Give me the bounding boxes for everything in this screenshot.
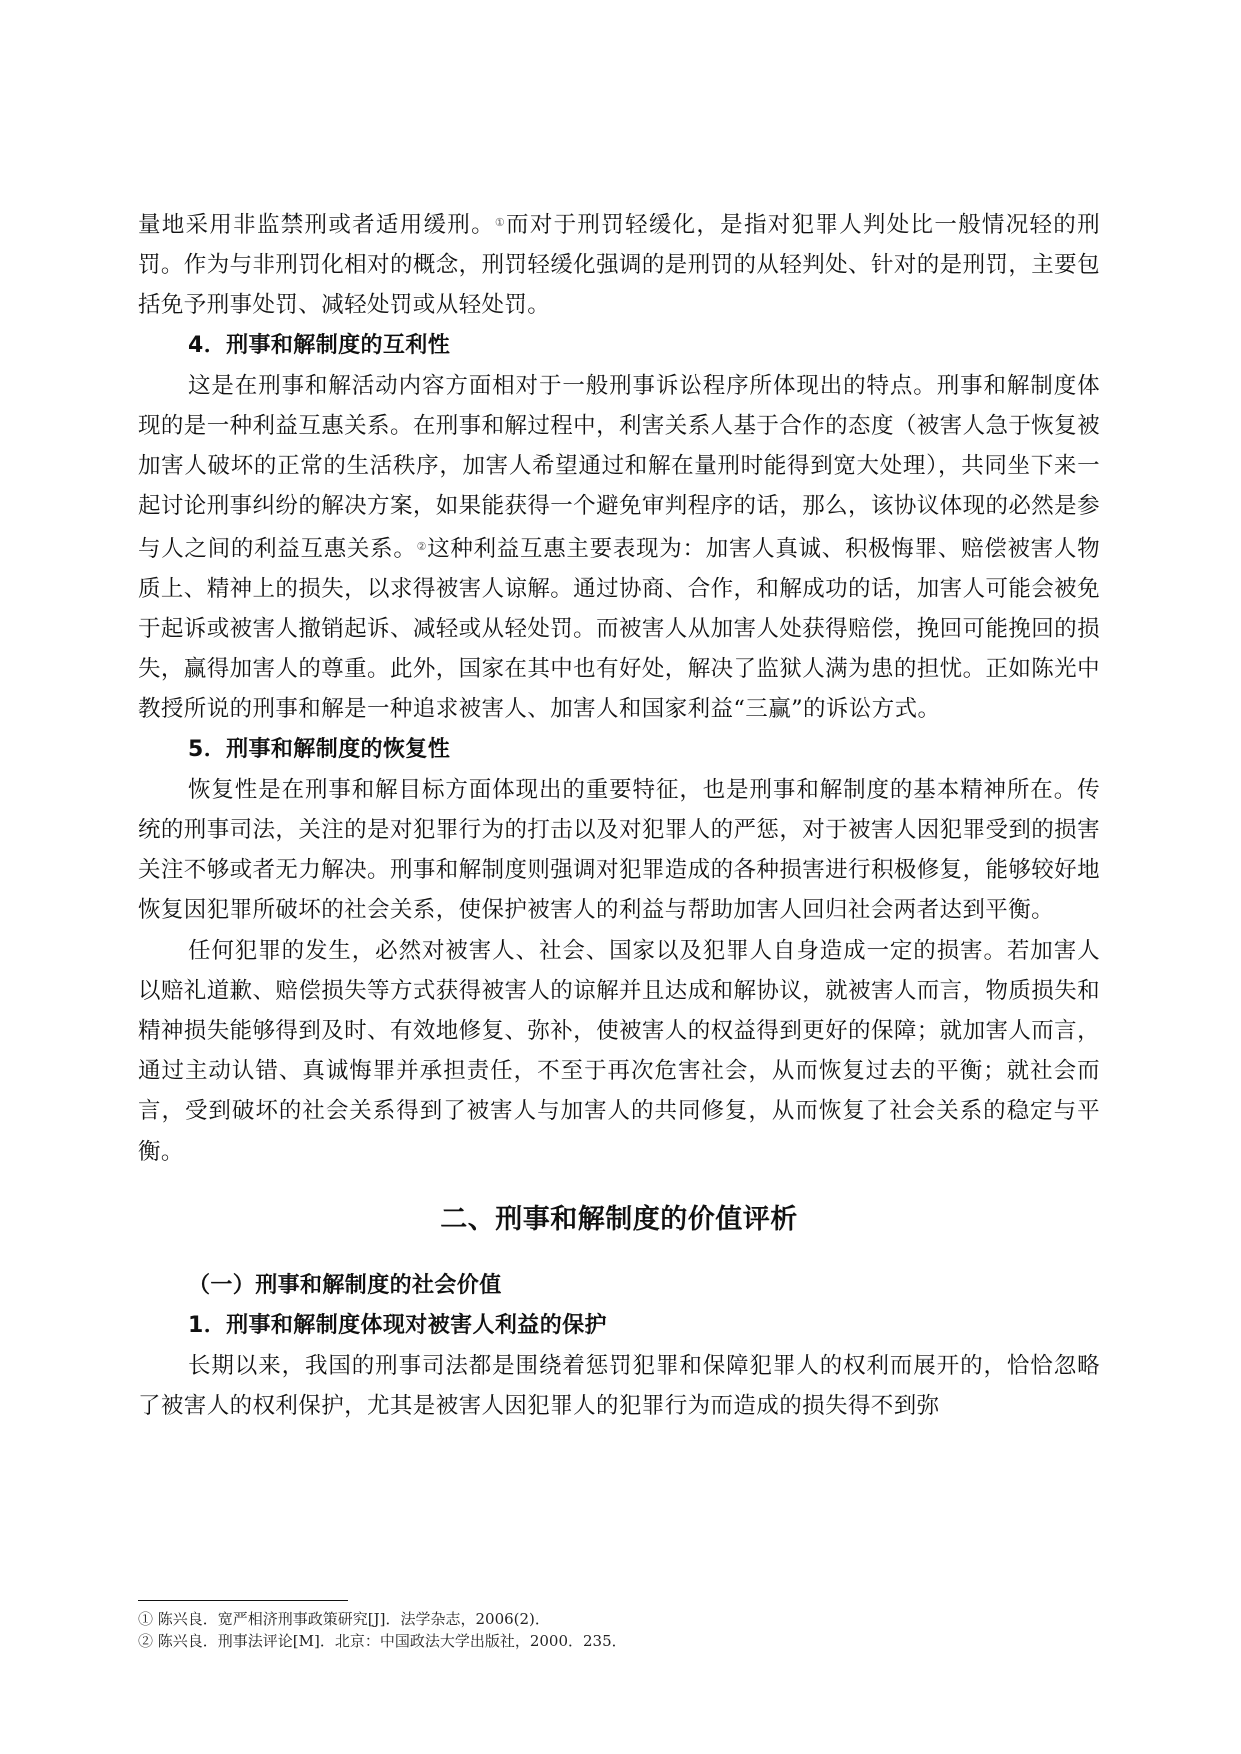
footnote-divider (138, 1600, 348, 1601)
paragraph-text: 而对于刑罚轻缓化，是指对犯罪人判处比一般情况轻的刑罚。作为与非刑罚化相对的概念，刑罚轻缓化强调的是刑罚的从轻判处、针对的是刑罚，主要包括免予刑事处罚、减轻处罚或从轻处罚。 (138, 212, 1100, 319)
heading-victim-protection: 1．刑事和解制度体现对被害人利益的保护 (188, 1313, 607, 1339)
paragraph-intro (138, 203, 1100, 326)
paragraph-mutual-benefit (138, 366, 1100, 730)
paragraph-restorative-1: 恢复性是在刑事和解目标方面体现出的重要特征，也是刑事和解制度的基本精神所在。传统的刑事司法，关注的是对犯罪行为的打击以及对犯罪人的严惩，对于被害人因犯罪受到的损害关注不够或者无力解决。刑事和解制度则强调对犯罪造成的各种损害进行积极修复，能够较好地恢复因犯罪所破坏的社会关系，使保护被害人的利益与帮助加害人回归社会两者达到平衡。 (138, 776, 1100, 924)
heading-mutual-benefit: 4．刑事和解制度的互利性 (188, 332, 451, 358)
paragraph-victim-protection: 长期以来，我国的刑事司法都是围绕着惩罚犯罪和保障犯罪人的权利而展开的，恰恰忽略了被害人的权利保护，尤其是被害人因犯罪人的犯罪行为而造成的损失得不到弥 (138, 1353, 1100, 1420)
footnotes (138, 1608, 1100, 1652)
footnote-1: ① 陈兴良．宽严相济刑事政策研究[J]．法学杂志，2006(2)． (138, 1610, 550, 1628)
paragraph-text: 这是在刑事和解活动内容方面相对于一般刑事诉讼程序所体现出的特点。刑事和解制度体现的是一种利益互惠关系。在刑事和解过程中，利害关系人基于合作的态度（被害人急于恢复被加害人破坏的正常的生活秩序，加害人希望通过和解在量刑时能得到宽大处理），共同坐下来一起讨论刑事纠纷的解决方案，如果能获得一个避免审判程序的话，那么，该协议体现的必然是参与人之间的利益互惠关系。 (138, 372, 1100, 562)
footnote-ref-2[interactable]: ② (416, 539, 428, 553)
paragraph-text: 这种利益互惠主要表现为：加害人真诚、积极悔罪、赔偿被害人物质上、精神上的损失，以求得被害人谅解。通过协商、合作，和解成功的话，加害人可能会被免于起诉或被害人撤销起诉、减轻或从轻处罚。而被害人从加害人处获得赔偿，挽回可能挽回的损失，赢得加害人的尊重。此外，国家在其中也有好处，解决了监狱人满为患的担忧。正如陈光中教授所说的刑事和解是一种追求被害人、加害人和国家利益“三赢”的诉讼方式。 (138, 535, 1100, 723)
subsection-title: （一）刑事和解制度的社会价值 (188, 1272, 502, 1298)
paragraph-restorative-2: 任何犯罪的发生，必然对被害人、社会、国家以及犯罪人自身造成一定的损害。若加害人以赔礼道歉、赔偿损失等方式获得被害人的谅解并且达成和解协议，就被害人而言，物质损失和精神损失能够得到及时、有效地修复、弥补，使被害人的权益得到更好的保障；就加害人而言，通过主动认错、真诚悔罪并承担责任，不至于再次危害社会，从而恢复过去的平衡；就社会而言，受到破坏的社会关系得到了被害人与加害人的共同修复，从而恢复了社会关系的稳定与平衡。 (138, 937, 1100, 1165)
paragraph-text: 量地采用非监禁刑或者适用缓刑。 (138, 212, 495, 238)
footnote-2: ② 陈兴良．刑事法评论[M]．北京：中国政法大学出版社，2000．235． (138, 1632, 627, 1650)
section-title: 二、刑事和解制度的价值评析 (440, 1203, 798, 1235)
footnote-ref-1[interactable]: ① (494, 216, 507, 229)
heading-restorative: 5．刑事和解制度的恢复性 (188, 736, 451, 762)
page-body (138, 203, 1100, 1427)
